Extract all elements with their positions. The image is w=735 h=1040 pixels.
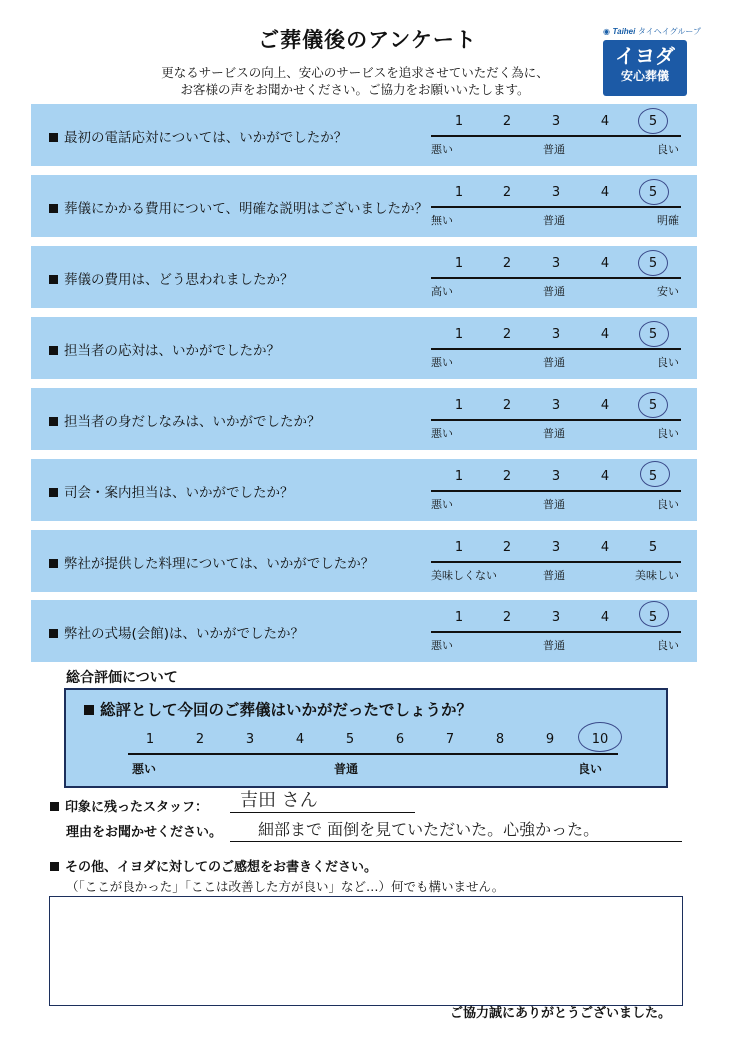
rating-option[interactable]: 3 [551,610,561,625]
scale-label-high: 良い [657,143,679,156]
brand-box [603,40,687,96]
question-label [49,481,294,501]
bullet-square-icon [50,862,59,871]
rating-option[interactable]: 2 [502,256,512,271]
question-row [31,246,697,308]
rating-option[interactable]: 2 [502,114,512,129]
rating-option[interactable]: 3 [551,540,561,555]
question-row [31,317,697,379]
rating-option[interactable]: 3 [551,114,561,129]
scale-label-high: 安い [657,285,679,298]
scale-label-low: 悪い [431,427,453,440]
rating-option[interactable]: 5 [648,327,658,342]
intro-line: お客様の声をお聞かせください。ご協力をお願いいたします。 [180,82,530,97]
scale-label-mid: 普通 [543,639,565,652]
bullet-square-icon [49,204,58,213]
selected-circle-mark [638,108,668,134]
question-label [49,197,428,217]
question-text: 葬儀にかかる費用について、明確な説明はございましたか？ [64,201,428,217]
selected-circle-mark [639,601,669,627]
bullet-square-icon [49,346,58,355]
rating-option[interactable]: 1 [454,469,464,484]
overall-rating-box [64,688,668,788]
scale-label-mid: 普通 [334,762,359,776]
rating-option[interactable]: 1 [454,610,464,625]
page-title: ご葬儀後のアンケート [258,28,477,52]
brand-sub: 安心葬儀 [620,69,669,83]
scale-line [431,631,681,633]
rating-option[interactable]: 2 [502,327,512,342]
rating-option[interactable]: 1 [454,327,464,342]
scale-label-low: 高い [431,285,453,298]
selected-circle-mark [639,179,669,205]
scale-line [431,419,681,421]
intro-text [120,64,590,98]
question-label [49,126,347,146]
question-row [31,388,697,450]
overall-question-text: 総評として今回のご葬儀はいかがだったでしょうか？ [100,701,473,719]
reason-field[interactable]: 細部まで 面倒を見ていただいた。心強かった。 [258,820,600,839]
scale-label-mid: 普通 [543,214,565,227]
rating-option[interactable]: 1 [145,732,155,747]
question-text: 最初の電話応対については、いかがでしたか？ [64,130,348,146]
scale-label-low: 悪い [431,356,453,369]
selected-circle-mark [640,461,670,487]
question-text: 司会・案内担当は、いかがでしたか？ [64,485,294,501]
comment-textarea[interactable] [49,896,683,1006]
question-text: 担当者の応対は、いかがでしたか？ [64,343,280,359]
question-row [31,175,697,237]
staff-label [50,796,208,815]
rating-option[interactable]: 10 [591,732,609,747]
rating-option[interactable]: 2 [195,732,205,747]
taihei-mark-icon: ◉ [603,27,610,36]
rating-option[interactable]: 6 [395,732,405,747]
question-label [49,552,374,572]
rating-option[interactable]: 7 [445,732,455,747]
scale-label-low: 悪い [132,762,157,776]
scale-line [128,753,618,755]
selected-circle-mark [638,392,668,418]
scale-label-mid: 普通 [543,569,565,582]
scale-line [431,206,681,208]
question-label [49,339,280,359]
staff-underline [230,812,415,813]
overall-rating-scale[interactable] [66,732,666,750]
overall-heading: 総合評価について [66,670,178,686]
rating-option[interactable]: 4 [600,610,610,625]
scale-line [431,490,681,492]
question-text: 弊社の式場(会館)は、いかがでしたか？ [64,626,305,642]
bullet-square-icon [49,488,58,497]
intro-line: 更なるサービスの向上、安心のサービスを追求させていただく為に、 [161,65,549,80]
question-row [31,600,697,662]
question-label [49,268,294,288]
question-row [31,459,697,521]
other-label [50,856,377,875]
rating-option[interactable]: 4 [600,469,610,484]
rating-option[interactable]: 1 [454,114,464,129]
rating-option[interactable]: 5 [648,256,658,271]
rating-option[interactable]: 3 [245,732,255,747]
scale-label-high: 良い [657,356,679,369]
bullet-square-icon [49,133,58,142]
question-text: 葬儀の費用は、どう思われましたか？ [64,272,294,288]
scale-label-high: 美味しい [635,569,679,582]
scale-label-low: 悪い [431,143,453,156]
rating-option[interactable]: 4 [600,398,610,413]
rating-option[interactable]: 3 [551,469,561,484]
bullet-square-icon [84,705,94,715]
bullet-square-icon [49,275,58,284]
reason-label: 理由をお聞かせください。 [66,825,223,840]
scale-label-high: 良い [657,639,679,652]
scale-label-low: 無い [431,214,453,227]
rating-option[interactable]: 5 [648,185,658,200]
brand-logo [603,26,701,96]
scale-label-mid: 普通 [543,498,565,511]
scale-line [431,277,681,279]
rating-option[interactable]: 1 [454,185,464,200]
rating-option[interactable]: 3 [551,185,561,200]
rating-option[interactable]: 5 [648,540,658,555]
scale-line [431,135,681,137]
question-row [31,104,697,166]
scale-label-mid: 普通 [543,143,565,156]
question-text: 担当者の身だしなみは、いかがでしたか？ [64,414,321,430]
rating-option[interactable]: 5 [648,114,658,129]
scale-label-mid: 普通 [543,285,565,298]
selected-circle-mark [639,321,669,347]
scale-label-high: 良い [657,498,679,511]
scale-line [431,561,681,563]
group-name [603,26,701,37]
group-name-en: Taihei [612,27,636,36]
rating-option[interactable]: 2 [502,610,512,625]
scale-label-mid: 普通 [543,427,565,440]
rating-option[interactable]: 5 [648,398,658,413]
rating-option[interactable]: 8 [495,732,505,747]
rating-option[interactable]: 2 [502,398,512,413]
selected-circle-mark [578,722,622,752]
rating-option[interactable]: 4 [600,114,610,129]
selected-circle-mark [638,250,668,276]
scale-label-high: 明確 [657,214,679,227]
rating-option[interactable]: 2 [502,540,512,555]
rating-option[interactable]: 4 [600,185,610,200]
rating-option[interactable]: 3 [551,256,561,271]
rating-option[interactable]: 1 [454,256,464,271]
rating-option[interactable]: 5 [345,732,355,747]
scale-label-mid: 普通 [543,356,565,369]
overall-question [84,698,472,720]
other-label-text: その他、イヨダに対してのご感想をお書きください。 [65,860,378,875]
question-label [49,410,321,430]
thanks-text: ご協力誠にありがとうございました。 [450,1006,672,1021]
brand-name: イヨダ [615,44,675,68]
scale-label-high: 良い [657,427,679,440]
other-hint: （「ここが良かった」「ここは改善した方が良い」など…）何でも構いません。 [66,879,505,894]
bullet-square-icon [49,417,58,426]
question-text: 弊社が提供した料理については、いかがでしたか？ [64,556,375,572]
bullet-square-icon [49,629,58,638]
bullet-square-icon [50,802,59,811]
rating-option[interactable]: 4 [295,732,305,747]
rating-option[interactable]: 3 [551,327,561,342]
rating-option[interactable]: 2 [502,185,512,200]
rating-option[interactable]: 2 [502,469,512,484]
question-label [49,622,304,642]
rating-option[interactable]: 1 [454,540,464,555]
rating-option[interactable]: 4 [600,540,610,555]
rating-scale[interactable] [429,540,685,558]
staff-label-text: 印象に残ったスタッフ： [65,800,209,815]
reason-underline [230,841,682,842]
scale-label-high: 良い [578,762,603,776]
rating-option[interactable]: 9 [545,732,555,747]
rating-option[interactable]: 3 [551,398,561,413]
group-name-jp: タイヘイグループ [637,27,701,36]
bullet-square-icon [49,559,58,568]
rating-option[interactable]: 5 [648,469,658,484]
scale-label-low: 美味しくない [431,569,497,582]
staff-field[interactable]: 吉田 さん [240,790,318,811]
rating-option[interactable]: 4 [600,327,610,342]
rating-option[interactable]: 4 [600,256,610,271]
rating-option[interactable]: 5 [648,610,658,625]
rating-option[interactable]: 1 [454,398,464,413]
question-row [31,530,697,592]
scale-line [431,348,681,350]
scale-label-low: 悪い [431,639,453,652]
scale-label-low: 悪い [431,498,453,511]
